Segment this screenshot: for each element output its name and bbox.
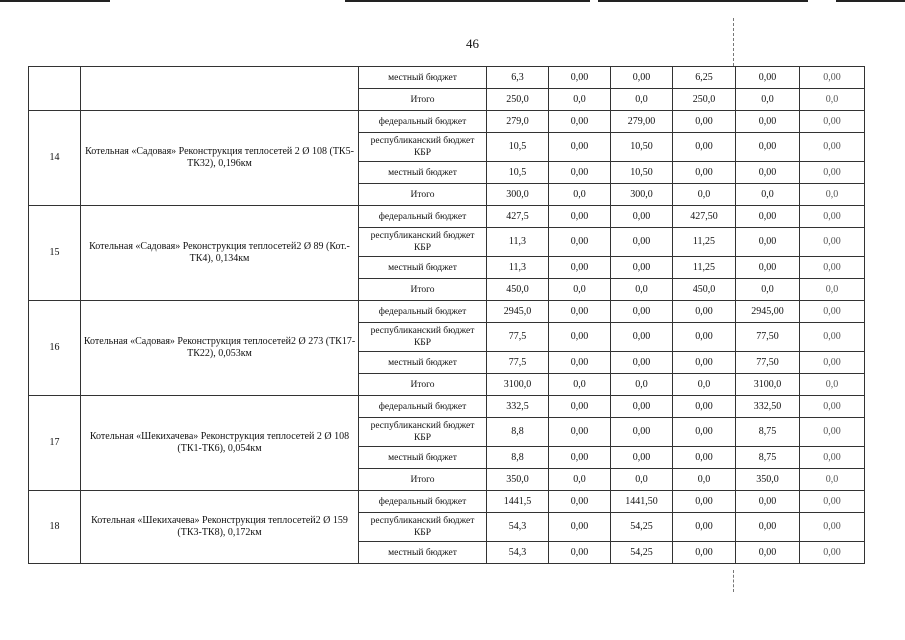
amount-cell: 77,5 [487,352,549,374]
top-rule-right [836,0,905,2]
amount-cell: 0,00 [800,542,865,564]
funding-source: Итого [359,279,487,301]
amount-cell: 11,25 [673,257,736,279]
amount-cell: 0,00 [549,542,611,564]
amount-cell: 8,75 [736,418,800,447]
amount-cell: 427,50 [673,206,736,228]
amount-cell: 0,00 [611,447,673,469]
table-row [29,301,865,323]
amount-cell: 0,00 [673,491,736,513]
amount-cell: 54,3 [487,542,549,564]
amount-cell: 250,0 [487,89,549,111]
funding-source: местный бюджет [359,352,487,374]
amount-cell: 0,00 [736,228,800,257]
funding-source: федеральный бюджет [359,491,487,513]
amount-cell: 0,00 [673,352,736,374]
top-rule-center [345,0,590,2]
funding-source: Итого [359,374,487,396]
amount-cell: 0,0 [800,469,865,491]
amount-cell: 0,0 [800,184,865,206]
amount-cell: 11,25 [673,228,736,257]
amount-cell: 0,0 [673,184,736,206]
project-description: Котельная «Шекихачева» Реконструкция теплосетей 2 Ø 108 (ТК1-ТК6), 0,054км [81,396,359,491]
amount-cell: 1441,5 [487,491,549,513]
top-rule-left [0,0,110,2]
amount-cell: 450,0 [673,279,736,301]
project-description: Котельная «Садовая» Реконструкция теплосетей2 Ø 89 (Кот.-ТК4), 0,134км [81,206,359,301]
amount-cell: 54,25 [611,513,673,542]
amount-cell: 0,00 [611,206,673,228]
funding-source: федеральный бюджет [359,111,487,133]
funding-source: республиканский бюджет КБР [359,228,487,257]
amount-cell: 0,00 [800,418,865,447]
amount-cell: 0,0 [673,469,736,491]
amount-cell: 0,00 [611,396,673,418]
amount-cell: 0,00 [800,513,865,542]
amount-cell: 77,50 [736,352,800,374]
amount-cell: 0,00 [736,162,800,184]
amount-cell: 0,00 [800,447,865,469]
amount-cell: 427,5 [487,206,549,228]
amount-cell: 0,00 [673,447,736,469]
amount-cell: 332,5 [487,396,549,418]
amount-cell: 300,0 [611,184,673,206]
table-body [29,67,865,564]
amount-cell: 0,00 [549,133,611,162]
item-number: 16 [29,301,81,396]
amount-cell: 0,00 [549,352,611,374]
amount-cell: 10,50 [611,133,673,162]
project-description [81,67,359,111]
amount-cell: 6,25 [673,67,736,89]
amount-cell: 350,0 [487,469,549,491]
amount-cell: 0,00 [611,257,673,279]
amount-cell: 0,00 [611,228,673,257]
funding-source: федеральный бюджет [359,206,487,228]
amount-cell: 450,0 [487,279,549,301]
amount-cell: 0,00 [673,542,736,564]
amount-cell: 3100,0 [736,374,800,396]
amount-cell: 250,0 [673,89,736,111]
top-rule-center-right [598,0,808,2]
page-number: 46 [466,36,479,51]
amount-cell: 0,00 [611,301,673,323]
funding-source: федеральный бюджет [359,396,487,418]
amount-cell: 0,00 [673,396,736,418]
amount-cell: 0,0 [736,279,800,301]
amount-cell: 0,00 [673,162,736,184]
amount-cell: 0,0 [549,89,611,111]
amount-cell: 0,00 [611,352,673,374]
amount-cell: 332,50 [736,396,800,418]
amount-cell: 0,00 [673,133,736,162]
amount-cell: 0,00 [549,513,611,542]
amount-cell: 0,00 [549,447,611,469]
item-number: 15 [29,206,81,301]
amount-cell: 77,50 [736,323,800,352]
amount-cell: 0,00 [736,133,800,162]
funding-source: республиканский бюджет КБР [359,133,487,162]
funding-source: республиканский бюджет КБР [359,323,487,352]
budget-table [28,66,865,564]
amount-cell: 0,00 [673,418,736,447]
amount-cell: 0,00 [800,133,865,162]
amount-cell: 0,00 [549,418,611,447]
amount-cell: 0,00 [800,352,865,374]
amount-cell: 0,00 [800,206,865,228]
amount-cell: 0,00 [549,301,611,323]
funding-source: Итого [359,469,487,491]
amount-cell: 2945,00 [736,301,800,323]
amount-cell: 0,00 [736,67,800,89]
amount-cell: 0,00 [549,111,611,133]
amount-cell: 0,00 [549,162,611,184]
item-number: 17 [29,396,81,491]
amount-cell: 0,00 [611,323,673,352]
amount-cell: 0,00 [736,542,800,564]
amount-cell: 0,0 [800,279,865,301]
amount-cell: 279,00 [611,111,673,133]
amount-cell: 0,00 [549,67,611,89]
amount-cell: 0,0 [736,89,800,111]
amount-cell: 0,00 [673,111,736,133]
amount-cell: 3100,0 [487,374,549,396]
amount-cell: 0,00 [736,206,800,228]
project-description: Котельная «Садовая» Реконструкция теплосетей 2 Ø 108 (ТК5-ТК32), 0,196км [81,111,359,206]
table-row [29,206,865,228]
item-number [29,67,81,111]
amount-cell: 11,3 [487,257,549,279]
amount-cell: 10,50 [611,162,673,184]
amount-cell: 0,00 [673,513,736,542]
amount-cell: 0,0 [673,374,736,396]
margin-mark-bottom [733,570,735,592]
funding-source: Итого [359,89,487,111]
margin-mark-top [733,18,735,66]
amount-cell: 0,00 [800,67,865,89]
amount-cell: 0,00 [800,323,865,352]
item-number: 14 [29,111,81,206]
table-row [29,67,865,89]
amount-cell: 10,5 [487,162,549,184]
project-description: Котельная «Шекихачева» Реконструкция теплосетей2 Ø 159 (ТК3-ТК8), 0,172км [81,491,359,564]
amount-cell: 0,00 [549,323,611,352]
project-description: Котельная «Садовая» Реконструкция теплосетей2 Ø 273 (ТК17-ТК22), 0,053км [81,301,359,396]
funding-source: федеральный бюджет [359,301,487,323]
amount-cell: 300,0 [487,184,549,206]
amount-cell: 0,00 [800,162,865,184]
amount-cell: 0,0 [549,469,611,491]
amount-cell: 8,75 [736,447,800,469]
amount-cell: 0,00 [549,257,611,279]
funding-source: местный бюджет [359,162,487,184]
funding-source: Итого [359,184,487,206]
amount-cell: 0,0 [800,374,865,396]
amount-cell: 0,00 [736,513,800,542]
amount-cell: 77,5 [487,323,549,352]
amount-cell: 0,0 [800,89,865,111]
funding-source: местный бюджет [359,67,487,89]
funding-source: местный бюджет [359,257,487,279]
amount-cell: 0,00 [800,491,865,513]
amount-cell: 10,5 [487,133,549,162]
amount-cell: 350,0 [736,469,800,491]
amount-cell: 0,0 [611,374,673,396]
amount-cell: 11,3 [487,228,549,257]
amount-cell: 0,0 [549,184,611,206]
amount-cell: 6,3 [487,67,549,89]
funding-source: местный бюджет [359,542,487,564]
amount-cell: 279,0 [487,111,549,133]
amount-cell: 0,00 [800,228,865,257]
amount-cell: 54,3 [487,513,549,542]
table-row [29,396,865,418]
amount-cell: 0,0 [611,279,673,301]
amount-cell: 0,00 [549,228,611,257]
funding-source: республиканский бюджет КБР [359,418,487,447]
amount-cell: 8,8 [487,447,549,469]
amount-cell: 54,25 [611,542,673,564]
amount-cell: 0,0 [736,184,800,206]
amount-cell: 1441,50 [611,491,673,513]
amount-cell: 0,00 [736,491,800,513]
amount-cell: 0,00 [611,418,673,447]
amount-cell: 0,00 [673,323,736,352]
table-row [29,491,865,513]
amount-cell: 0,0 [611,89,673,111]
amount-cell: 0,0 [549,279,611,301]
amount-cell: 0,00 [800,396,865,418]
amount-cell: 0,00 [736,111,800,133]
amount-cell: 0,0 [611,469,673,491]
funding-source: республиканский бюджет КБР [359,513,487,542]
amount-cell: 0,00 [549,396,611,418]
amount-cell: 0,00 [736,257,800,279]
amount-cell: 0,00 [800,111,865,133]
funding-source: местный бюджет [359,447,487,469]
table-row [29,111,865,133]
amount-cell: 0,00 [800,301,865,323]
amount-cell: 0,00 [611,67,673,89]
amount-cell: 8,8 [487,418,549,447]
amount-cell: 0,0 [549,374,611,396]
amount-cell: 0,00 [549,491,611,513]
amount-cell: 2945,0 [487,301,549,323]
amount-cell: 0,00 [800,257,865,279]
amount-cell: 0,00 [673,301,736,323]
item-number: 18 [29,491,81,564]
amount-cell: 0,00 [549,206,611,228]
